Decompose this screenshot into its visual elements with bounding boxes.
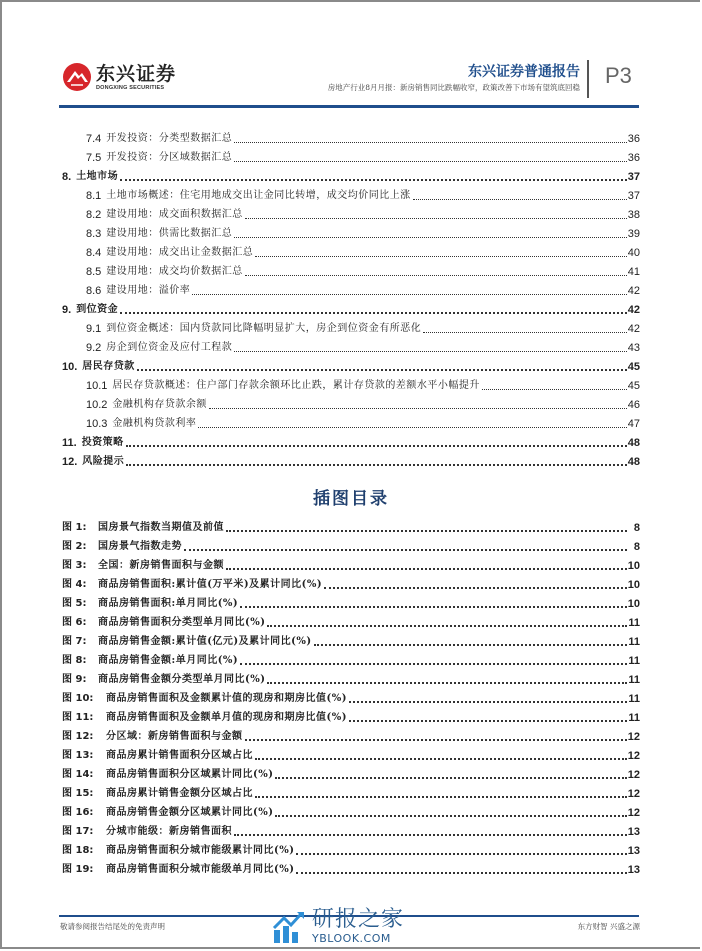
dot-leader [234, 160, 626, 162]
toc-entry-number: 10. [62, 361, 78, 373]
dot-leader [275, 814, 626, 817]
toc-entry[interactable] [62, 183, 640, 202]
figure-title: 商品房销售金额:单月同比(%) [98, 655, 239, 666]
dot-leader [267, 624, 627, 627]
figure-page: 8 [633, 522, 640, 534]
page-header [58, 60, 640, 108]
table-of-contents [62, 126, 640, 468]
toc-entry-title: 建设用地：成交出让金数据汇总 [106, 247, 254, 258]
figure-number: 图 4: [62, 579, 87, 590]
dot-leader [255, 255, 626, 257]
toc-entry-number: 8.4 [86, 247, 102, 259]
figure-page: 12 [627, 807, 640, 819]
toc-entry-title: 建设用地：溢价率 [106, 285, 191, 296]
figure-title: 商品房销售金额:累计值(亿元)及累计同比(%) [98, 636, 312, 647]
figure-number: 图 1: [62, 522, 87, 533]
toc-entry[interactable] [62, 221, 640, 240]
logo-chinese-name: 东兴证券 [96, 62, 177, 85]
toc-entry[interactable] [62, 392, 640, 411]
dot-leader [126, 444, 627, 447]
footer-disclaimer: 敬请参阅报告结尾处的免责声明 [60, 922, 165, 931]
figure-title: 国房景气指数走势 [98, 541, 182, 552]
toc-entry[interactable] [62, 145, 640, 164]
figure-title: 商品房销售面积及金额单月值的现房和期房比值(%) [106, 712, 347, 723]
toc-entry[interactable] [62, 335, 640, 354]
figure-entry[interactable] [62, 724, 640, 743]
logo-english-name: DONGXING SECURITIES [96, 84, 165, 91]
toc-entry-title: 金融机构贷款利率 [112, 418, 197, 429]
figure-number: 图 7: [62, 636, 87, 647]
figure-title: 商品房累计销售金额分区域占比 [106, 788, 253, 799]
toc-entry-page: 48 [627, 456, 640, 468]
figure-page: 13 [627, 826, 640, 838]
figure-page: 8 [633, 541, 640, 553]
figure-number: 图 10: [62, 693, 94, 704]
toc-entry-number: 10.2 [86, 399, 108, 411]
toc-entry-title: 房企到位资金及应付工程款 [106, 342, 233, 353]
figure-page: 10 [627, 560, 640, 572]
figure-number: 图 14: [62, 769, 94, 780]
header-divider [587, 60, 589, 98]
dot-leader [314, 643, 627, 646]
figure-entry[interactable] [62, 629, 640, 648]
figure-title: 商品房销售面积及金额累计值的现房和期房比值(%) [106, 693, 347, 704]
toc-entry[interactable] [62, 411, 640, 430]
toc-entry[interactable] [62, 297, 640, 316]
toc-entry[interactable] [62, 449, 640, 468]
toc-entry-page: 42 [627, 323, 640, 335]
toc-entry-number: 12. [62, 456, 78, 468]
dot-leader [324, 586, 627, 589]
footer-slogan: 东方财智 兴盛之源 [577, 922, 640, 931]
figure-title: 全国：新房销售面积与金额 [98, 560, 224, 571]
toc-entry-page: 47 [627, 418, 640, 430]
toc-entry-title: 建设用地：成交面积数据汇总 [106, 209, 243, 220]
toc-entry-number: 9.2 [86, 342, 102, 354]
toc-entry-number: 8.2 [86, 209, 102, 221]
figure-entry[interactable] [62, 781, 640, 800]
figure-title: 分区域：新房销售面积与金额 [106, 731, 243, 742]
figure-entry[interactable] [62, 572, 640, 591]
figure-title: 商品房销售面积:单月同比(%) [98, 598, 239, 609]
figure-number: 图 19: [62, 864, 94, 875]
figure-entry[interactable] [62, 553, 640, 572]
report-subtitle: 房地产行业8月月报：新房销售同比跌幅收窄，政策改善下市场有望筑底回稳 [327, 83, 580, 92]
toc-entry-number: 8.3 [86, 228, 102, 240]
figure-page: 11 [628, 674, 640, 686]
toc-entry[interactable] [62, 430, 640, 449]
toc-entry-page: 45 [627, 380, 640, 392]
toc-entry-page: 37 [627, 190, 640, 202]
toc-entry-title: 居民存贷款概述：住户部门存款余额环比止跌，累计存贷款的差额水平小幅提升 [112, 380, 480, 391]
dot-leader [245, 738, 627, 741]
toc-entry-title: 建设用地：成交均价数据汇总 [106, 266, 243, 277]
figures-heading: 插图目录 [313, 489, 389, 509]
dot-leader [267, 681, 627, 684]
dot-leader [240, 662, 627, 665]
company-logo [62, 62, 176, 92]
toc-entry-title: 到位资金概述：国内贷款同比降幅明显扩大，房企到位资金有所恶化 [106, 323, 422, 334]
toc-entry-number: 10.1 [86, 380, 108, 392]
figure-number: 图 13: [62, 750, 94, 761]
figure-entry[interactable] [62, 819, 640, 838]
report-type: 东兴证券普通报告 [468, 64, 580, 80]
figure-page: 11 [628, 617, 640, 629]
toc-entry-number: 9. [62, 304, 72, 316]
toc-entry-title: 投资策略 [81, 437, 124, 448]
toc-entry-title: 土地市场 [76, 171, 119, 182]
figure-entry[interactable] [62, 838, 640, 857]
toc-entry[interactable] [62, 259, 640, 278]
figure-title: 商品房累计销售面积分区域占比 [106, 750, 253, 761]
dot-leader [120, 311, 627, 314]
dot-leader [234, 236, 626, 238]
figure-number: 图 16: [62, 807, 94, 818]
figure-page: 12 [627, 769, 640, 781]
toc-entry-page: 43 [627, 342, 640, 354]
toc-entry-number: 8.1 [86, 190, 102, 202]
figure-title: 商品房销售面积分类型单月同比(%) [98, 617, 266, 628]
figure-page: 10 [627, 598, 640, 610]
dot-leader [245, 217, 627, 219]
figure-entry[interactable] [62, 800, 640, 819]
toc-entry-page: 41 [627, 266, 640, 278]
dot-leader [209, 407, 627, 409]
watermark-chinese: 研报之家 [312, 907, 405, 932]
figure-number: 图 6: [62, 617, 87, 628]
figure-number: 图 11: [62, 712, 94, 723]
toc-entry[interactable] [62, 316, 640, 335]
dot-leader [349, 700, 627, 703]
dot-leader [234, 833, 627, 836]
figure-title: 国房景气指数当期值及前值 [98, 522, 224, 533]
toc-entry-page: 38 [627, 209, 640, 221]
toc-entry-page: 36 [627, 152, 640, 164]
toc-entry[interactable] [62, 202, 640, 221]
toc-entry-page: 42 [627, 304, 640, 316]
toc-entry-number: 7.5 [86, 152, 102, 164]
toc-entry-title: 开发投资：分区域数据汇总 [106, 152, 233, 163]
figure-number: 图 15: [62, 788, 94, 799]
dot-leader [184, 548, 627, 551]
toc-entry[interactable] [62, 354, 640, 373]
figure-entry[interactable] [62, 610, 640, 629]
toc-entry-number: 9.1 [86, 323, 102, 335]
watermark [272, 908, 404, 945]
toc-entry-number: 8.6 [86, 285, 102, 297]
list-of-figures [62, 515, 640, 876]
toc-entry-page: 48 [627, 437, 640, 449]
toc-entry-title: 金融机构存贷款余额 [112, 399, 207, 410]
dot-leader [226, 529, 627, 532]
dot-leader [192, 293, 626, 295]
figure-number: 图 9: [62, 674, 87, 685]
toc-entry-page: 46 [627, 399, 640, 411]
figure-entry[interactable] [62, 648, 640, 667]
dot-leader [423, 331, 626, 333]
toc-entry-number: 11. [62, 437, 77, 449]
figure-number: 图 12: [62, 731, 94, 742]
dot-leader [255, 795, 627, 798]
figure-entry[interactable] [62, 667, 640, 686]
dot-leader [198, 426, 626, 428]
figure-entry[interactable] [62, 591, 640, 610]
figure-title: 商品房销售金额分类型单月同比(%) [98, 674, 266, 685]
figure-page: 13 [627, 864, 640, 876]
figure-number: 图 17: [62, 826, 94, 837]
dot-leader [245, 274, 627, 276]
toc-entry-page: 36 [627, 133, 640, 145]
figure-entry[interactable] [62, 534, 640, 553]
toc-entry[interactable] [62, 278, 640, 297]
toc-entry-number: 7.4 [86, 133, 102, 145]
figure-title: 商品房销售面积:累计值(万平米)及累计同比(%) [98, 579, 323, 590]
figure-entry[interactable] [62, 686, 640, 705]
figure-entry[interactable] [62, 705, 640, 724]
dot-leader [413, 198, 627, 200]
figure-title: 分城市能级：新房销售面积 [106, 826, 232, 837]
figure-number: 图 5: [62, 598, 87, 609]
figure-page: 12 [627, 750, 640, 762]
chart-growth-icon [272, 910, 306, 944]
figure-title: 商品房销售金额分区域累计同比(%) [106, 807, 274, 818]
toc-entry-title: 开发投资：分类型数据汇总 [106, 133, 233, 144]
figure-page: 10 [627, 579, 640, 591]
toc-entry[interactable] [62, 164, 640, 183]
figure-entry[interactable] [62, 857, 640, 876]
dot-leader [137, 368, 627, 371]
figure-page: 11 [628, 693, 640, 705]
toc-entry-title: 居民存贷款 [82, 361, 135, 372]
toc-entry-title: 建设用地：供需比数据汇总 [106, 228, 233, 239]
toc-entry-title: 到位资金 [76, 304, 119, 315]
toc-entry-page: 42 [627, 285, 640, 297]
dot-leader [296, 852, 626, 855]
dot-leader [275, 776, 626, 779]
header-rule [59, 105, 639, 108]
toc-entry-page: 37 [627, 171, 640, 183]
toc-entry-number: 8.5 [86, 266, 102, 278]
dot-leader [482, 388, 627, 390]
dot-leader [255, 757, 627, 760]
figure-number: 图 8: [62, 655, 87, 666]
figure-entry[interactable] [62, 743, 640, 762]
dot-leader [120, 178, 627, 181]
figure-title: 商品房销售面积分城市能级单月同比(%) [106, 864, 295, 875]
dot-leader [234, 141, 626, 143]
dot-leader [296, 871, 626, 874]
toc-entry-page: 40 [627, 247, 640, 259]
toc-entry-title: 土地市场概述：住宅用地成交出让金同比转增，成交均价同比上涨 [106, 190, 411, 201]
dongxing-logo-icon [62, 62, 92, 92]
figure-number: 图 3: [62, 560, 87, 571]
figure-number: 图 2: [62, 541, 87, 552]
toc-entry-page: 45 [627, 361, 640, 373]
dot-leader [349, 719, 627, 722]
dot-leader [226, 567, 627, 570]
figure-entry[interactable] [62, 762, 640, 781]
dot-leader [126, 463, 626, 466]
toc-entry-number: 10.3 [86, 418, 108, 430]
figure-entry[interactable] [62, 515, 640, 534]
watermark-english: YBLOOK.COM [312, 932, 391, 945]
figure-title: 商品房销售面积分城市能级累计同比(%) [106, 845, 295, 856]
toc-entry[interactable] [62, 240, 640, 259]
toc-entry[interactable] [62, 373, 640, 392]
toc-entry-page: 39 [627, 228, 640, 240]
dot-leader [234, 350, 626, 352]
figure-page: 12 [627, 788, 640, 800]
toc-entry-title: 风险提示 [82, 456, 125, 467]
figure-title: 商品房销售面积分区域累计同比(%) [106, 769, 274, 780]
figure-page: 13 [627, 845, 640, 857]
figure-page: 11 [628, 655, 640, 667]
toc-entry[interactable] [62, 126, 640, 145]
figure-page: 11 [628, 712, 640, 724]
toc-entry-number: 8. [62, 171, 72, 183]
figure-number: 图 18: [62, 845, 94, 856]
page-number: P3 [605, 63, 632, 88]
dot-leader [240, 605, 627, 608]
figure-page: 12 [627, 731, 640, 743]
figure-page: 11 [628, 636, 640, 648]
